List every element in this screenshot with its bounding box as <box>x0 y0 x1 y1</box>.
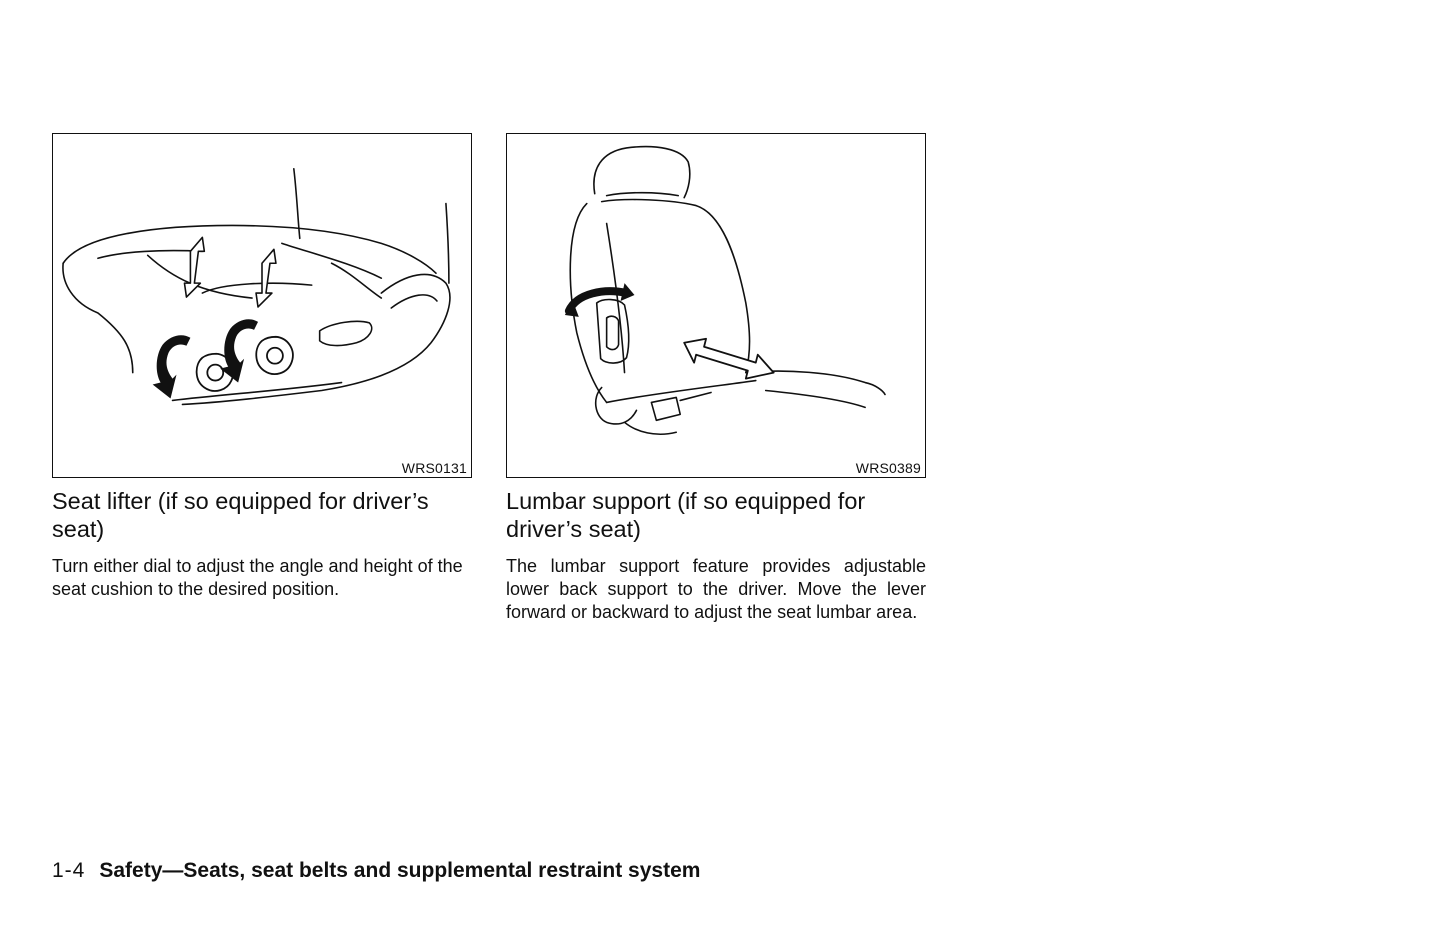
seat-lifter-figure <box>52 133 472 478</box>
lumbar-support-figure <box>506 133 926 478</box>
seat-lifter-description: Turn either dial to adjust the angle and height of the seat cushion to the desired position. <box>52 556 463 599</box>
lumbar-support-description: The lumbar support feature provides adjustable lower back support to the driver. Move the lever forward or backward to adjust the seat lumbar area. <box>506 556 926 622</box>
seat-lifter-heading: Seat lifter (if so equipped for driver’s seat) <box>52 488 429 542</box>
figure-code: WRS0131 <box>401 460 467 476</box>
seat-lifter-illustration-icon <box>53 134 471 477</box>
page-footer <box>52 859 700 883</box>
page-number: 1-4 <box>52 859 86 882</box>
section-title: Safety—Seats, seat belts and supplemental restraint system <box>99 859 701 882</box>
lumbar-support-illustration-icon <box>507 134 925 477</box>
lumbar-support-heading: Lumbar support (if so equipped for driver’s seat) <box>506 488 866 542</box>
figure-code: WRS0389 <box>855 460 921 476</box>
